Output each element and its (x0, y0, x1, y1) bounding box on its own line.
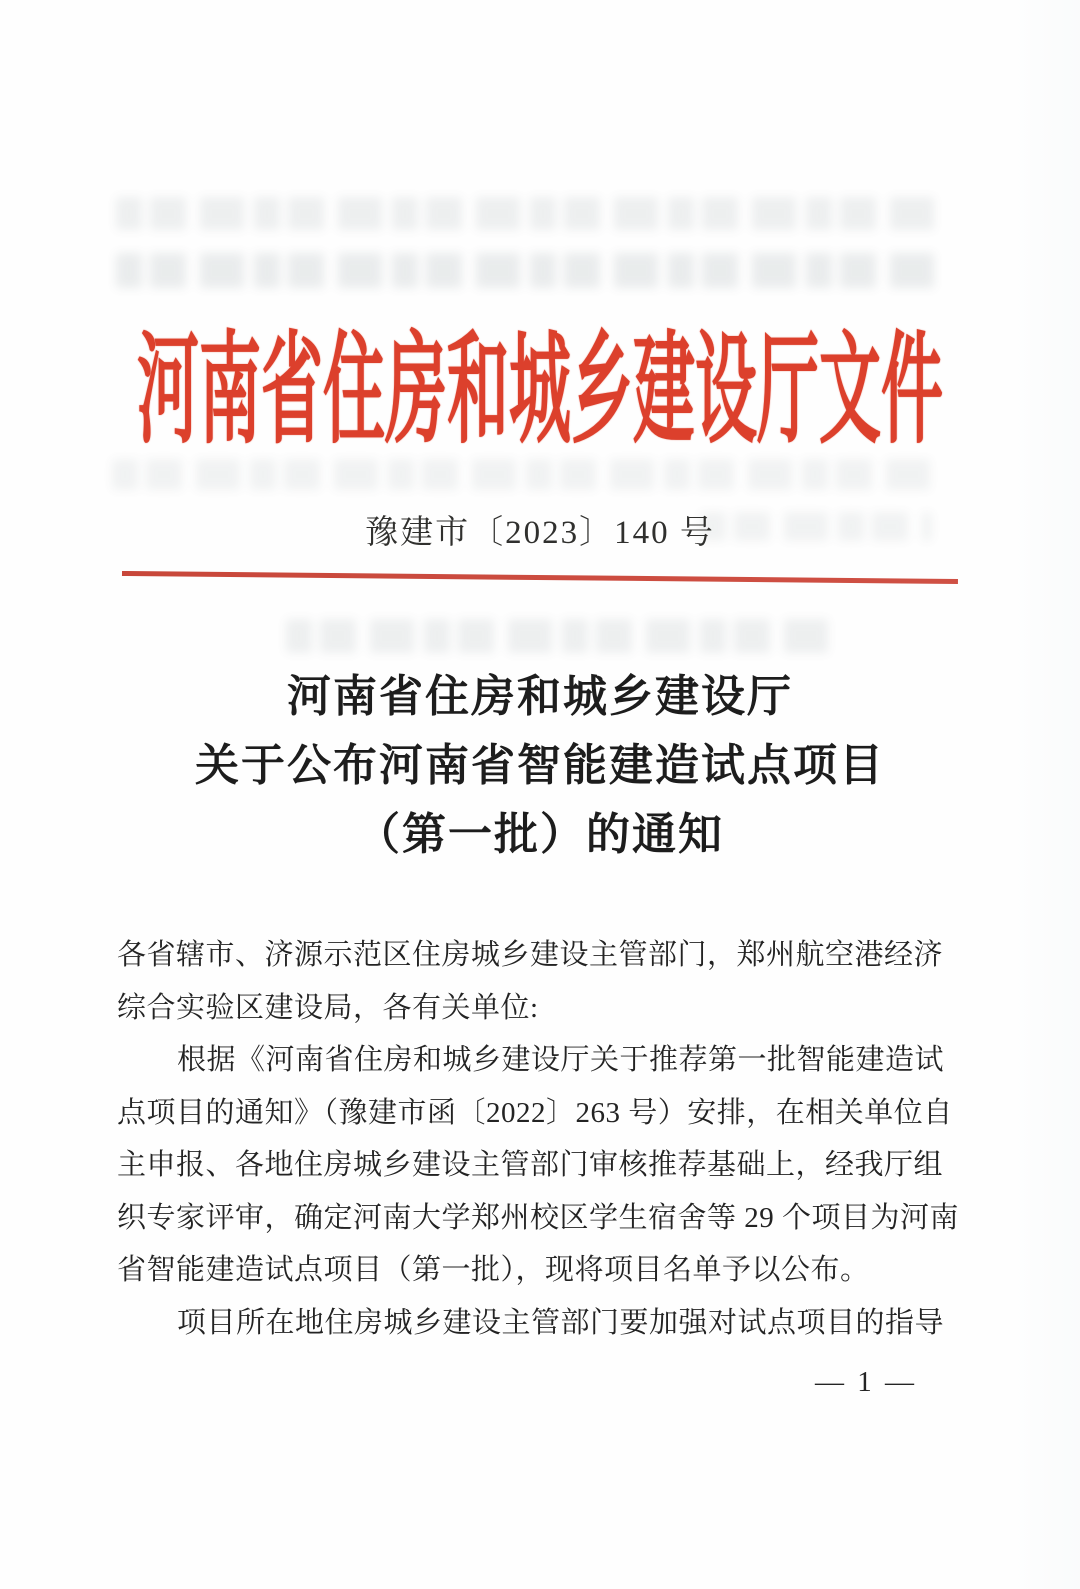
letterhead (0, 326, 1080, 459)
body-line: 根据《河南省住房和城乡建设厅关于推荐第一批智能建造试 (177, 1044, 945, 1076)
body-line: 各省辖市、济源示范区住房城乡建设主管部门，郑州航空港经济 (117, 939, 944, 971)
letterhead-title: 河南省住房和城乡建设厅文件 (136, 326, 943, 459)
body-text (117, 929, 960, 1349)
notice-title (0, 662, 1080, 869)
body-line: 织专家评审，确定河南大学郑州校区学生宿舍等 29 个项目为河南 (117, 1201, 960, 1234)
notice-title-line-1: 河南省住房和城乡建设厅 (287, 672, 793, 721)
notice-title-line-3: （第一批）的通知 (356, 810, 724, 859)
notice-title-line-2: 关于公布河南省智能建造试点项目 (195, 741, 885, 790)
body-line: 主申报、各地住房城乡建设主管部门审核推荐基础上，经我厅组 (117, 1149, 944, 1181)
bleed-through-text (116, 253, 936, 288)
body-line: 点项目的通知》（豫建市函〔2022〕263 号）安排，在相关单位自 (117, 1096, 953, 1129)
body-line: 综合实验区建设局，各有关单位: (117, 991, 539, 1024)
document-number: 豫建市〔2023〕140 号 (365, 515, 715, 551)
bleed-through-text (286, 619, 830, 653)
page-number: — 1 — (815, 1366, 917, 1398)
red-separator-line (122, 571, 958, 584)
body-line: 省智能建造试点项目（第一批），现将项目名单予以公布。 (117, 1254, 870, 1286)
bleed-through-text (116, 197, 936, 230)
body-line: 项目所在地住房城乡建设主管部门要加强对试点项目的指导 (177, 1306, 945, 1339)
bleed-through-text (112, 459, 936, 490)
